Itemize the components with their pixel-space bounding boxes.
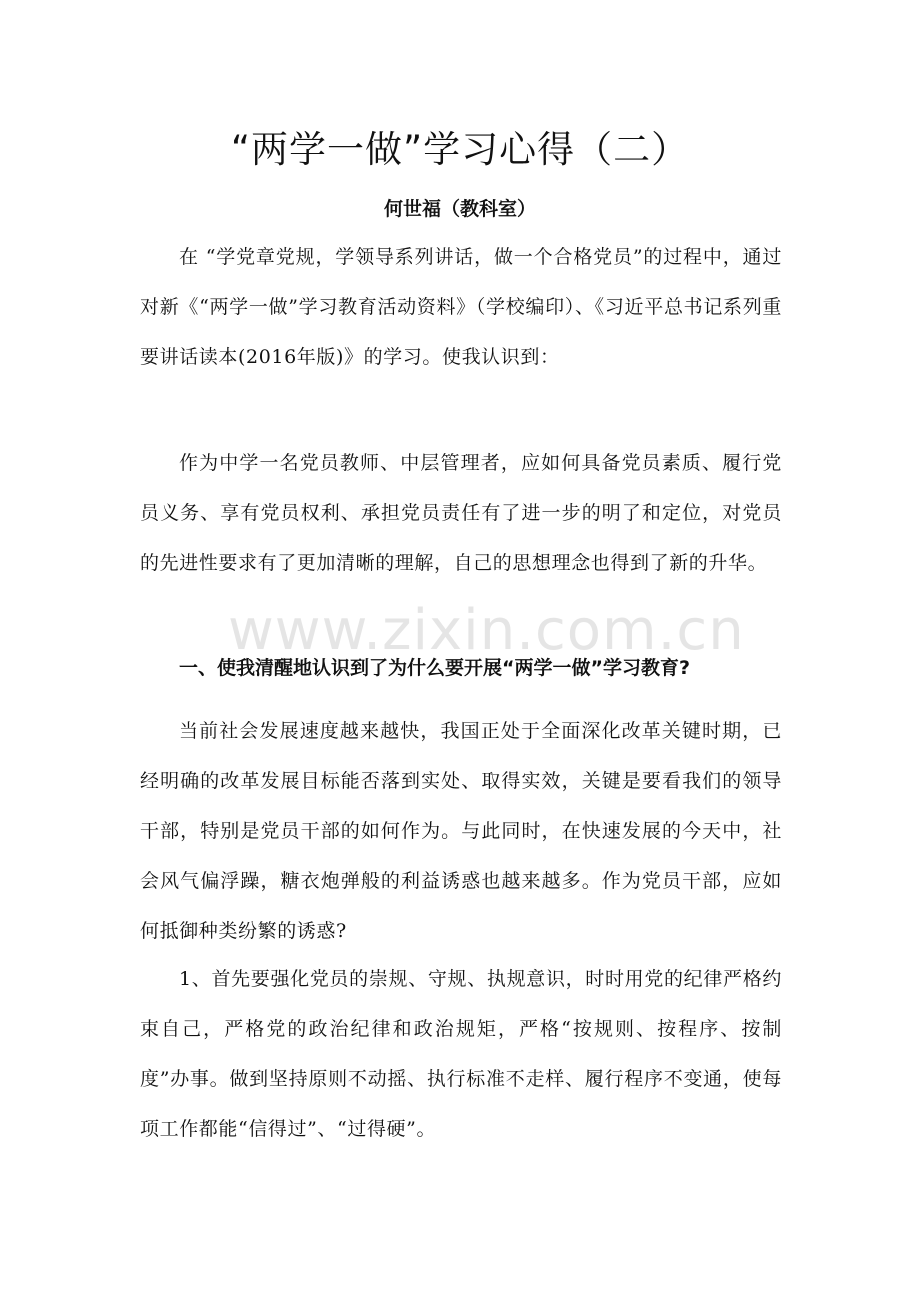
author-line: 何世福（教科室）: [383, 198, 536, 220]
paragraph: 在 “学党章党规，学领导系列讲话，做一个合格党员”的过程中，通过对新《“两学一做”学习教育活动资料》（学校编印）、《习近平总书记系列重要讲话读本(2016年版)》的学习。使我认识到：: [140, 246, 782, 368]
paragraph: 作为中学一名党员教师、中层管理者，应如何具备党员素质、履行党员义务、享有党员权利、承担党员责任有了进一步的明了和定位，对党员的先进性要求有了更加清晰的理解，自己的思想理念也得到了新的升华。: [140, 452, 782, 574]
paragraph: 当前社会发展速度越来越快，我国正处于全面深化改革关键时期，已经明确的改革发展目标能否落到实处、取得实效，关键是要看我们的领导干部，特别是党员干部的如何作为。与此同时，在快速发展的今天中，社会风气偏浮躁，糖衣炮弹般的利益诱惑也越来越多。作为党员干部，应如何抵御种类纷繁的诱惑?: [140, 720, 782, 942]
page-title: “两学一做”学习心得（二）: [230, 128, 690, 171]
section-heading: 一、使我清醒地认识到了为什么要开展“两学一做”学习教育?: [179, 657, 690, 679]
paragraph: 1、首先要强化党员的崇规、守规、执规意识，时时用党的纪律严格约束自己，严格党的政治纪律和政治规矩，严格“按规则、按程序、按制度”办事。做到坚持原则不动摇、执行标准不走样、履行程序不变通，使每项工作都能“信得过”、“过得硬”。: [140, 968, 782, 1140]
watermark: www.zixin.com.cn: [228, 598, 745, 663]
